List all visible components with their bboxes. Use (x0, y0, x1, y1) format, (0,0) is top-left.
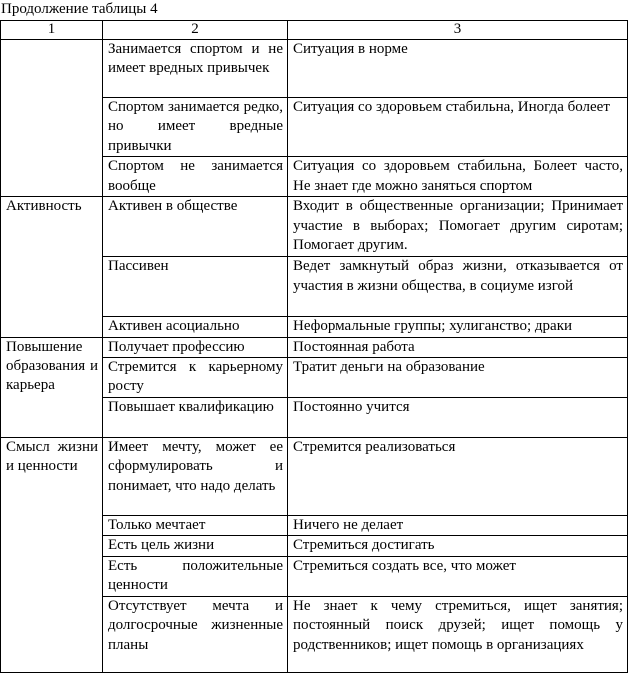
table-caption: Продолжение таблицы 4 (1, 1, 158, 17)
factor-cell: Смысл жизни и ценности (1, 438, 103, 673)
description-cell: Постоянная работа (288, 337, 628, 357)
table-row (1, 40, 628, 98)
description-cell: Ситуация со здоровьем стабильна, Иногда болеет (288, 98, 628, 157)
header-cell-2: 2 (103, 21, 288, 40)
factor-cell: Повышение образования и карьера (1, 337, 103, 437)
description-cell: Постоянно учится (288, 398, 628, 438)
table-row (1, 197, 628, 257)
indicator-cell: Получает профессию (103, 337, 288, 357)
indicator-cell: Активен в обществе (103, 197, 288, 257)
indicator-cell: Повышает квалификацию (103, 398, 288, 438)
indicator-cell: Стремится к карьерному росту (103, 358, 288, 398)
indicator-cell: Есть цель жизни (103, 536, 288, 556)
description-cell: Тратит деньги на образование (288, 358, 628, 398)
description-cell: Ведет замкнутый образ жизни, отказывается от участия в жизни общества, в социуме изгой (288, 257, 628, 317)
factor-cell (1, 40, 103, 197)
indicator-cell: Активен асоциально (103, 317, 288, 337)
indicator-cell: Занимается спортом и не имеет вредных привычек (103, 40, 288, 98)
description-cell: Входит в общественные организации; Принимает участие в выборах; Помогает другим сиротам; Помогает другим. (288, 197, 628, 257)
indicator-cell: Пассивен (103, 257, 288, 317)
header-cell-3: 3 (288, 21, 628, 40)
description-cell: Ситуация со здоровьем стабильна, Болеет часто, Не знает где можно заняться спортом (288, 157, 628, 197)
description-cell: Ничего не делает (288, 516, 628, 536)
header-row (1, 21, 628, 40)
table-body (1, 21, 628, 673)
indicator-cell: Спортом не занимается вообще (103, 157, 288, 197)
factor-cell: Активность (1, 197, 103, 337)
indicator-cell: Спортом занимается редко, но имеет вредные привычки (103, 98, 288, 157)
indicator-cell: Имеет мечту, может ее сформулировать и понимает, что надо делать (103, 438, 288, 516)
table-row (1, 438, 628, 516)
indicator-cell: Есть положительные ценности (103, 556, 288, 596)
description-cell: Стремится реализоваться (288, 438, 628, 516)
description-cell: Ситуация в норме (288, 40, 628, 98)
indicator-cell: Только мечтает (103, 516, 288, 536)
description-cell: Стремиться создать все, что может (288, 556, 628, 596)
table-row (1, 337, 628, 357)
description-cell: Не знает к чему стремиться, ищет занятия; постоянный поиск друзей; ищет помощь у родственников; ищет помощь в организациях (288, 596, 628, 672)
description-cell: Стремиться достигать (288, 536, 628, 556)
data-table (0, 20, 628, 673)
header-cell-1: 1 (1, 21, 103, 40)
description-cell: Неформальные группы; хулиганство; драки (288, 317, 628, 337)
indicator-cell: Отсутствует мечта и долгосрочные жизненные планы (103, 596, 288, 672)
